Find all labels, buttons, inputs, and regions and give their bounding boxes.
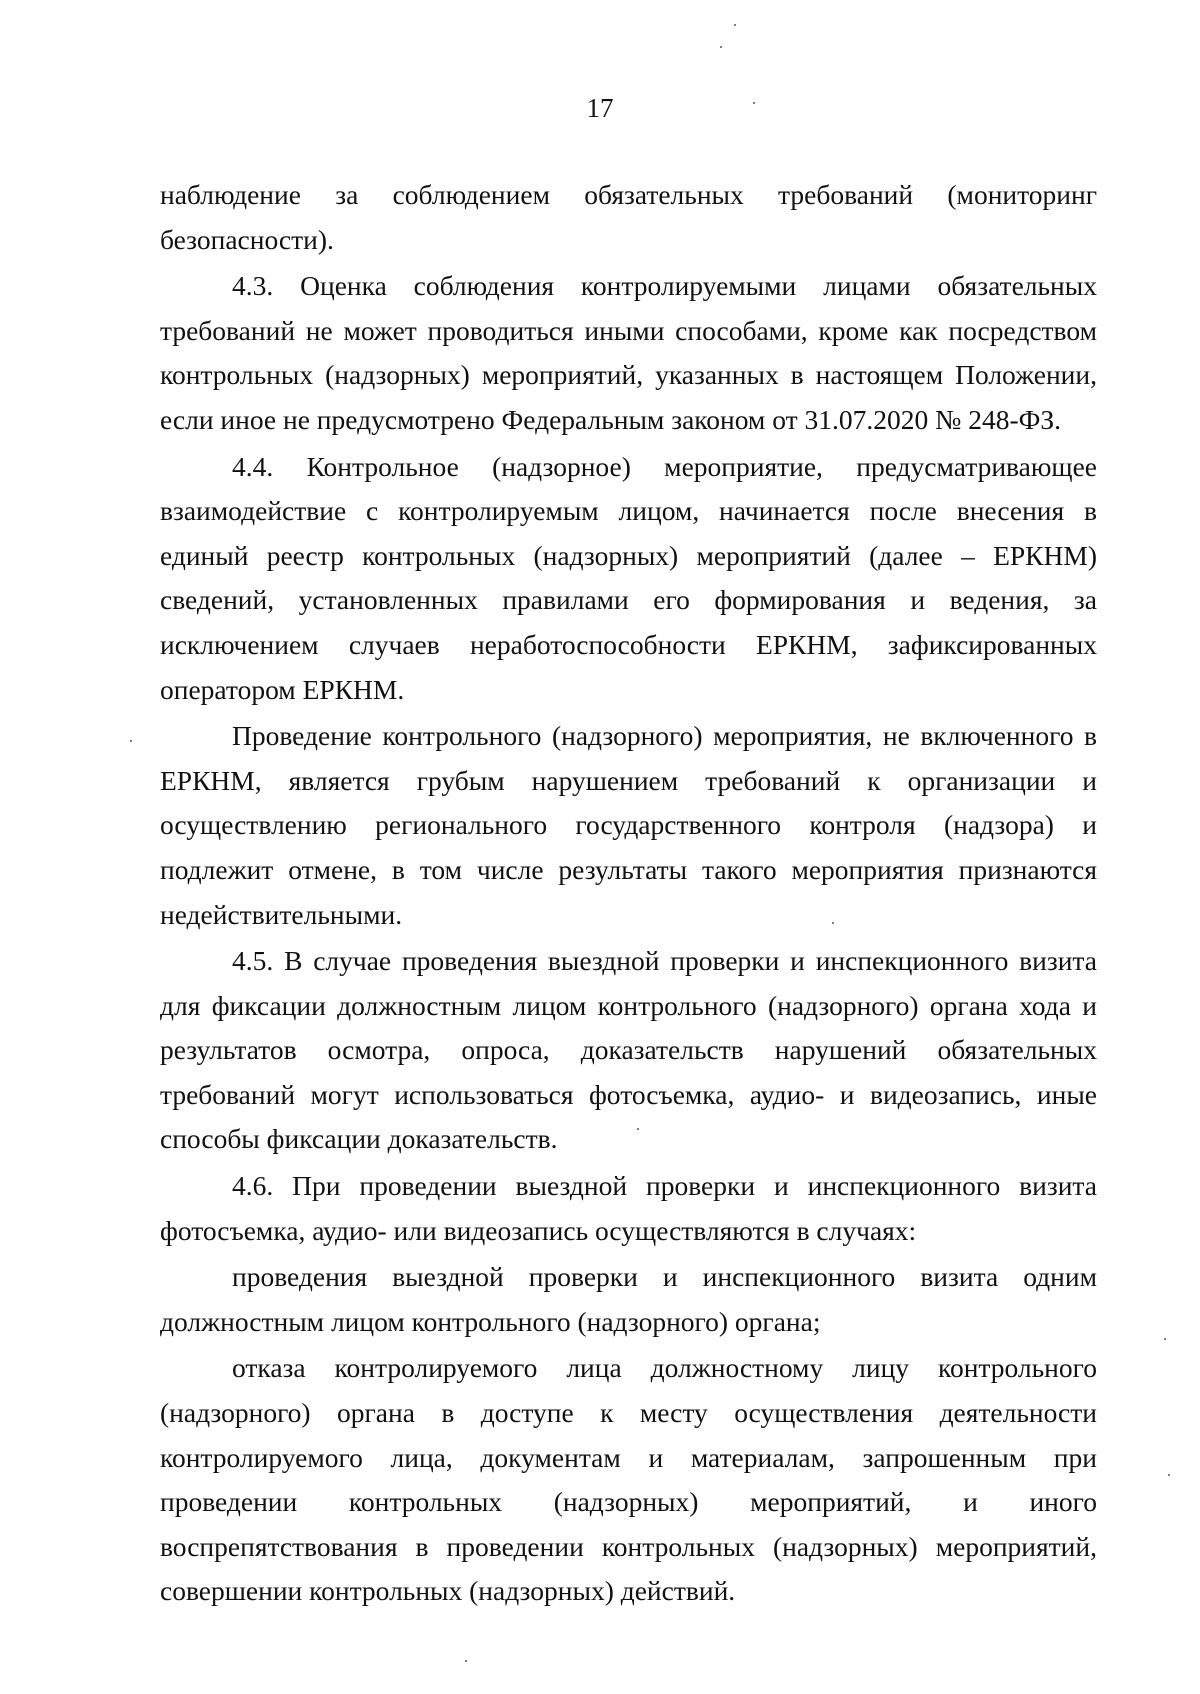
- paragraph-continuation: наблюдение за соблюдением обязательных требований (мониторинг безопасности).: [160, 179, 1097, 255]
- scan-speck: [734, 24, 736, 26]
- paragraph-erknm-violation: Проведение контрольного (надзорного) мероприятия, не включенного в ЕРКНМ, является грубым нарушением требований к организации и осуществлению регионального государственного контроля (надзора) и подлежит отмене, в том числе результаты такого мероприятия признаются недействительными.: [160, 720, 1097, 930]
- paragraph-4-4: 4.4. Контрольное (надзорное) мероприятие, предусматривающее взаимодействие с контролируемым лицом, начинается после внесения в единый реестр контрольных (надзорных) мероприятий (далее – ЕРКНМ) сведений, установленных правилами его формирования и ведения, за исключением случаев неработоспособности ЕРКНМ, зафиксированных оператором ЕРКНМ.: [160, 450, 1097, 705]
- scan-speck: [753, 102, 755, 104]
- paragraph-4-3: 4.3. Оценка соблюдения контролируемыми лицами обязательных требований не может проводиться иными способами, кроме как посредством контрольных (надзорных) мероприятий, указанных в настоящем Положении, если иное не предусмотрено Федеральным законом от 31.07.2020 № 248-ФЗ.: [160, 270, 1097, 435]
- scan-speck: [1168, 1474, 1170, 1476]
- document-body: [160, 173, 1097, 1614]
- page-number: 17: [586, 93, 614, 123]
- scan-speck: [832, 922, 834, 924]
- paragraph-4-6: 4.6. При проведении выездной проверки и инспекционного визита фотосъемка, аудио- или видеозапись осуществляются в случаях:: [160, 1170, 1097, 1246]
- scan-speck: [130, 740, 132, 742]
- scan-speck: [465, 1660, 467, 1662]
- scan-speck: [637, 1128, 639, 1130]
- scan-speck: [720, 46, 722, 48]
- list-item-access-refusal: отказа контролируемого лица должностному лицу контрольного (надзорного) органа в доступе к месту осуществления деятельности контролируемого лица, документам и материалам, запрошенным при проведении контрольных (надзорных) мероприятий, и иного воспрепятствования в проведении контрольных (надзорных) мероприятий, совершении контрольных (надзорных) действий.: [160, 1352, 1097, 1607]
- scan-speck: [1164, 1338, 1166, 1340]
- list-item-single-official: проведения выездной проверки и инспекционного визита одним должностным лицом контрольного (надзорного) органа;: [160, 1261, 1097, 1337]
- paragraph-4-5: 4.5. В случае проведения выездной проверки и инспекционного визита для фиксации должностным лицом контрольного (надзорного) органа хода и результатов осмотра, опроса, доказательств нарушений обязательных требований могут использоваться фотосъемка, аудио- и видеозапись, иные способы фиксации доказательств.: [160, 945, 1097, 1155]
